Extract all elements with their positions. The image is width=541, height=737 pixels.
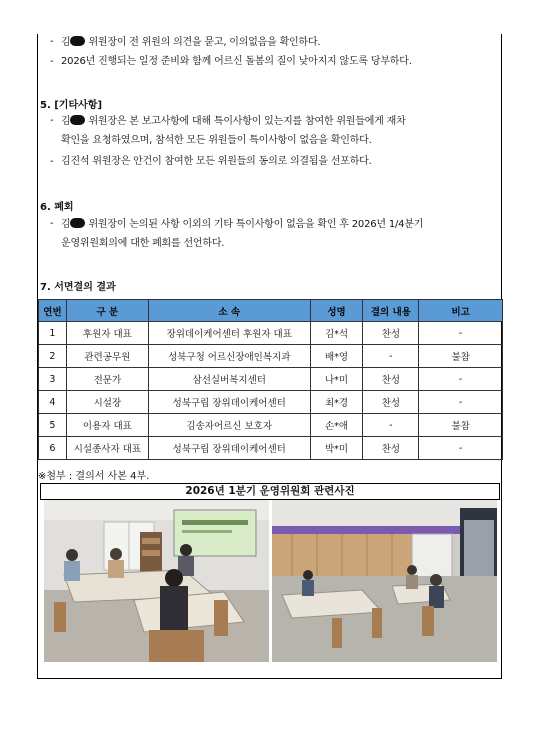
table-cell: 배*영 <box>310 345 363 368</box>
header-cell: 구 분 <box>66 300 148 322</box>
table-cell: - <box>363 345 419 368</box>
meeting-photo-1 <box>44 500 269 662</box>
table-cell: 관련공무원 <box>66 345 148 368</box>
table-cell: 손*애 <box>310 414 363 437</box>
table-cell: 찬성 <box>363 322 419 345</box>
header-cell: 소 속 <box>148 300 310 322</box>
header-cell: 비고 <box>419 300 503 322</box>
table-cell: 1 <box>39 322 67 345</box>
table-cell: 후원자 대표 <box>66 322 148 345</box>
table-cell: 4 <box>39 391 67 414</box>
table-cell: 김송자어르신 보호자 <box>148 414 310 437</box>
table-cell: 성북구청 어르신장애인복지과 <box>148 345 310 368</box>
document-page <box>37 34 502 679</box>
table-cell: 장위데이케어센터 후원자 대표 <box>148 322 310 345</box>
table-cell: 불참 <box>419 345 503 368</box>
table-cell: - <box>419 437 503 460</box>
table-cell: 나*미 <box>310 368 363 391</box>
meeting-photo-2 <box>272 500 497 662</box>
bullet-dash: - <box>50 156 54 167</box>
table-row <box>39 391 503 414</box>
table-cell: 불참 <box>419 414 503 437</box>
table-cell: 삼선실버복지센터 <box>148 368 310 391</box>
line-2: 2026년 진행되는 일정 준비와 함께 어르신 돌봄의 질이 낮아지지 않도록 당부하다. <box>61 56 412 67</box>
table-cell: - <box>419 322 503 345</box>
table-cell: 성북구립 장위데이케어센터 <box>148 391 310 414</box>
table-cell: 찬성 <box>363 437 419 460</box>
s6-line-2: 운영위원회의에 대한 폐회를 선언하다. <box>61 238 225 249</box>
table-cell: 찬성 <box>363 391 419 414</box>
table-cell: 시설장 <box>66 391 148 414</box>
bullet-dash: - <box>50 36 54 47</box>
section-6-heading: 6. 폐회 <box>40 202 74 213</box>
table-cell: 김*석 <box>310 322 363 345</box>
header-cell: 결의 내용 <box>363 300 419 322</box>
section-5-heading: 5. [기타사항] <box>40 100 103 111</box>
s5-line-1: 김 위원장은 본 보고사항에 대해 특이사항이 있는지를 참여한 위원들에게 재차 <box>61 116 406 127</box>
table-row <box>39 437 503 460</box>
line-1: 김 위원장이 전 위원의 의견을 묻고, 이의없음을 확인하다. <box>61 37 321 48</box>
table-cell: 성북구립 장위데이케어센터 <box>148 437 310 460</box>
table-row <box>39 345 503 368</box>
table-cell: 시설종사자 대표 <box>66 437 148 460</box>
table-cell: 찬성 <box>363 368 419 391</box>
table-row <box>39 414 503 437</box>
header-cell: 성명 <box>310 300 363 322</box>
table-row <box>39 368 503 391</box>
bullet-dash: - <box>50 218 54 229</box>
table-cell: 3 <box>39 368 67 391</box>
table-cell: 최*경 <box>310 391 363 414</box>
header-cell: 연번 <box>39 300 67 322</box>
table-cell: 이용자 대표 <box>66 414 148 437</box>
table-cell: - <box>419 391 503 414</box>
table-cell: 6 <box>39 437 67 460</box>
table-cell: 5 <box>39 414 67 437</box>
bullet-dash: - <box>50 56 54 67</box>
table-cell: 2 <box>39 345 67 368</box>
redaction-mark <box>70 218 85 228</box>
s5-line-2: 확인을 요청하였으며, 참석한 모든 위원들이 특이사항이 없음을 확인하다. <box>61 135 372 146</box>
photo-section-title: 2026년 1분기 운영위원회 관련사진 <box>40 483 500 500</box>
s6-line-1: 김 위원장이 논의된 사항 이외의 기타 특이사항이 없음을 확인 후 2026년 1/4분기 <box>61 219 424 230</box>
table-cell: 전문가 <box>66 368 148 391</box>
attachment-note: ※첨부 : 결의서 사본 4부. <box>38 471 150 482</box>
redaction-mark <box>70 36 85 46</box>
table-cell: - <box>363 414 419 437</box>
table-header-row <box>39 300 503 322</box>
s5-line-3: 김진석 위원장은 안건이 참여한 모든 위원들의 동의로 의결됨을 선포하다. <box>61 156 372 167</box>
table-cell: - <box>419 368 503 391</box>
resolution-table <box>38 299 503 460</box>
section-7-heading: 7. 서면결의 결과 <box>40 282 116 293</box>
bullet-dash: - <box>50 115 54 126</box>
table-cell: 박*미 <box>310 437 363 460</box>
redaction-mark <box>70 115 85 125</box>
table-row <box>39 322 503 345</box>
